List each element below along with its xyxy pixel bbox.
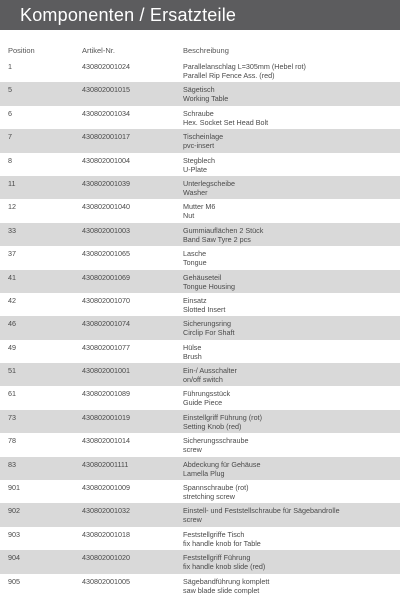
row-article-number: 430802001032 [82,506,130,516]
description-german: Stegblech [183,155,215,165]
description-german: Unterlegscheibe [183,178,235,188]
description-english: stretching screw [183,492,235,502]
row-description [183,202,398,220]
description-german: Mutter M6 [183,202,216,212]
description-german: Führungsstück [183,389,231,399]
row-description [183,413,398,431]
row-position: 902 [8,506,20,516]
row-description [183,62,398,80]
row-description [183,156,398,174]
row-article-number: 430802001039 [82,178,130,188]
row-description [183,506,398,524]
row-description [183,483,398,501]
page-title: Komponenten / Ersatzteile [20,5,237,25]
table-row [0,363,400,386]
table-row [0,386,400,409]
description-english: screw [183,445,202,455]
row-article-number: 430802001005 [82,576,130,586]
row-position: 41 [8,272,16,282]
row-position: 51 [8,366,16,376]
row-position: 905 [8,576,20,586]
row-article-number: 430802001111 [82,459,129,469]
row-position: 83 [8,459,16,469]
description-english: Circlip For Shaft [183,328,235,338]
row-article-number: 430802001074 [82,319,130,329]
row-position: 903 [8,529,20,539]
description-english: fix handle knob for Table [183,538,261,548]
row-position: 49 [8,342,16,352]
description-german: Sicherungsschraube [183,436,249,446]
description-english: Guide Piece [183,398,223,408]
row-article-number: 430802001020 [82,553,130,563]
table-row [0,223,400,246]
row-description [183,436,398,454]
table-row [0,82,400,105]
table-header [0,43,400,59]
description-german: Feststellgriffe Tisch [183,529,245,539]
description-german: Lasche [183,249,207,259]
row-description [183,319,398,337]
row-position: 904 [8,553,20,563]
row-article-number: 430802001069 [82,272,130,282]
table-row [0,574,400,597]
description-english: Band Saw Tyre 2 pcs [183,234,251,244]
row-description [183,179,398,197]
description-german: Einsatz [183,295,207,305]
description-english: Washer [183,187,208,197]
table-row [0,316,400,339]
row-article-number: 430802001070 [82,295,130,305]
column-header-article: Artikel-Nr. [82,46,115,55]
row-position: 37 [8,249,16,259]
row-position: 901 [8,483,20,493]
row-article-number: 430802001015 [82,85,130,95]
table-row [0,410,400,433]
table-row [0,527,400,550]
row-article-number: 430802001019 [82,412,130,422]
description-english: Tongue [183,258,207,268]
description-german: Feststellgriff Führung [183,553,251,563]
row-description [183,389,398,407]
table-row [0,340,400,363]
description-english: U-Plate [183,164,207,174]
row-description [183,226,398,244]
row-article-number: 430802001017 [82,132,130,142]
row-position: 33 [8,225,16,235]
description-german: Gehäuseteil [183,272,222,282]
row-description [183,273,398,291]
row-position: 11 [8,178,16,188]
row-position: 61 [8,389,16,399]
description-german: Spannschraube (rot) [183,483,249,493]
row-article-number: 430802001014 [82,436,130,446]
row-description [183,249,398,267]
row-position: 5 [8,85,12,95]
description-english: pvc-insert [183,141,215,151]
row-article-number: 430802001004 [82,155,130,165]
row-description [183,132,398,150]
table-row [0,550,400,573]
row-article-number: 430802001003 [82,225,130,235]
row-position: 8 [8,155,12,165]
row-article-number: 430802001089 [82,389,130,399]
row-position: 7 [8,132,12,142]
row-description [183,296,398,314]
table-row [0,129,400,152]
row-description [183,109,398,127]
table-body [0,59,400,597]
table-row [0,246,400,269]
description-german: Hülse [183,342,202,352]
description-english: saw blade slide complet [183,585,260,595]
table-row [0,153,400,176]
row-article-number: 430802001077 [82,342,130,352]
description-english: Slotted Insert [183,304,226,314]
parts-table [0,43,400,597]
row-position: 73 [8,412,16,422]
table-row [0,176,400,199]
row-article-number: 430802001034 [82,108,130,118]
description-german: Einstellgriff Führung (rot) [183,412,262,422]
page-title-bar [0,0,400,30]
description-english: on/off switch [183,375,223,385]
description-english: Working Table [183,94,229,104]
table-row [0,270,400,293]
row-article-number: 430802001009 [82,483,130,493]
row-description [183,460,398,478]
row-description [183,530,398,548]
row-article-number: 430802001018 [82,529,130,539]
description-german: Sägetisch [183,85,215,95]
column-header-position: Position [8,46,35,55]
description-german: Schraube [183,108,214,118]
description-german: Parallelanschlag L=305mm (Hebel rot) [183,62,306,71]
description-english: fix handle knob slide (red) [183,562,266,572]
description-english: Brush [183,351,202,361]
description-english: Setting Knob (red) [183,421,242,431]
table-row [0,106,400,129]
row-description [183,577,398,595]
row-position: 1 [8,62,12,71]
table-row [0,293,400,316]
description-german: Sicherungsring [183,319,231,329]
row-article-number: 430802001040 [82,202,130,212]
table-row [0,457,400,480]
row-description [183,553,398,571]
table-row [0,433,400,456]
table-row [0,480,400,503]
description-english: screw [183,515,202,525]
table-row [0,199,400,222]
description-english: Nut [183,211,195,221]
description-english: Lamella Plug [183,468,225,478]
description-german: Ein-/ Ausschalter [183,366,237,376]
description-english: Hex. Socket Set Head Bolt [183,117,269,127]
row-article-number: 430802001065 [82,249,130,259]
table-row [0,503,400,526]
row-position: 12 [8,202,16,212]
description-german: Sägebandführung komplett [183,576,270,586]
row-position: 46 [8,319,16,329]
row-description [183,343,398,361]
row-article-number: 430802001001 [82,366,130,376]
description-german: Tischeinlage [183,132,224,142]
table-row [0,59,400,82]
row-position: 78 [8,436,16,446]
row-article-number: 430802001024 [82,62,130,71]
row-description [183,366,398,384]
description-english: Tongue Housing [183,281,235,291]
description-english: Parallel Rip Fence Ass. (red) [183,71,275,80]
description-german: Abdeckung für Gehäuse [183,459,261,469]
row-position: 6 [8,108,12,118]
description-german: Einstell- und Feststellschraube für Sägebandrolle [183,506,340,516]
column-header-description: Beschreibung [183,46,229,55]
row-description [183,85,398,103]
description-german: Gummiauflächen 2 Stück [183,225,264,235]
row-position: 42 [8,295,16,305]
